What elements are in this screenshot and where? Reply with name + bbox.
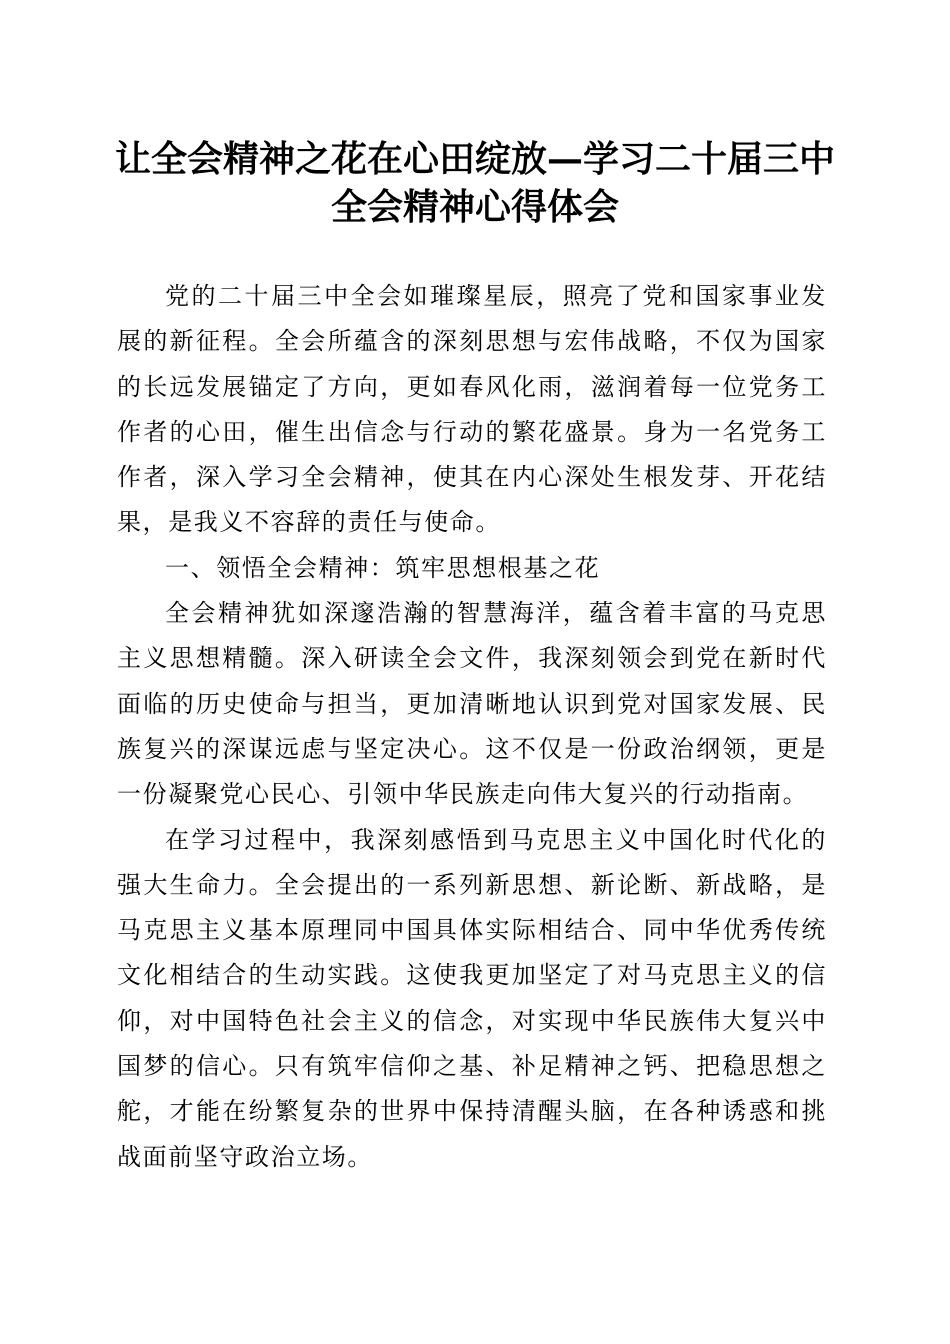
paragraph-section1-b: 在学习过程中，我深刻感悟到马克思主义中国化时代化的强大生命力。全会提出的一系列新思想、新论断、新战略，是马克思主义基本原理同中国具体实际相结合、同中华优秀传统文化相结合的生动实践。这使我更加坚定了对马克思主义的信仰，对中国特色社会主义的信念，对实现中华民族伟大复兴中国梦的信心。只有筑牢信仰之基、补足精神之钙、把稳思想之舵，才能在纷繁复杂的世界中保持清醒头脑，在各种诱惑和挑战面前坚守政治立场。 — [117, 825, 827, 1171]
title-line-1: 让全会精神之花在心田绽放—学习二十届三中 — [114, 138, 835, 180]
document-body — [117, 274, 827, 1180]
title-line-2: 全会精神心得体会 — [330, 186, 619, 228]
section-heading-1: 一、领悟全会精神：筑牢思想根基之花 — [165, 553, 601, 582]
document-title — [100, 135, 850, 231]
paragraph-section1-a: 全会精神犹如深邃浩瀚的智慧海洋，蕴含着丰富的马克思主义思想精髓。深入研读全会文件，我深刻领会到党在新时代面临的历史使命与担当，更加清晰地认识到党对国家发展、民族复兴的深谋远虑与坚定决心。这不仅是一份政治纲领，更是一份凝聚党心民心、引领中华民族走向伟大复兴的行动指南。 — [117, 599, 827, 809]
paragraph-intro: 党的二十届三中全会如璀璨星辰，照亮了党和国家事业发展的新征程。全会所蕴含的深刻思想与宏伟战略，不仅为国家的长远发展锚定了方向，更如春风化雨，滋润着每一位党务工作者的心田，催生出信念与行动的繁花盛景。身为一名党务工作者，深入学习全会精神，使其在内心深处生根发芽、开花结果，是我义不容辞的责任与使命。 — [117, 282, 827, 537]
